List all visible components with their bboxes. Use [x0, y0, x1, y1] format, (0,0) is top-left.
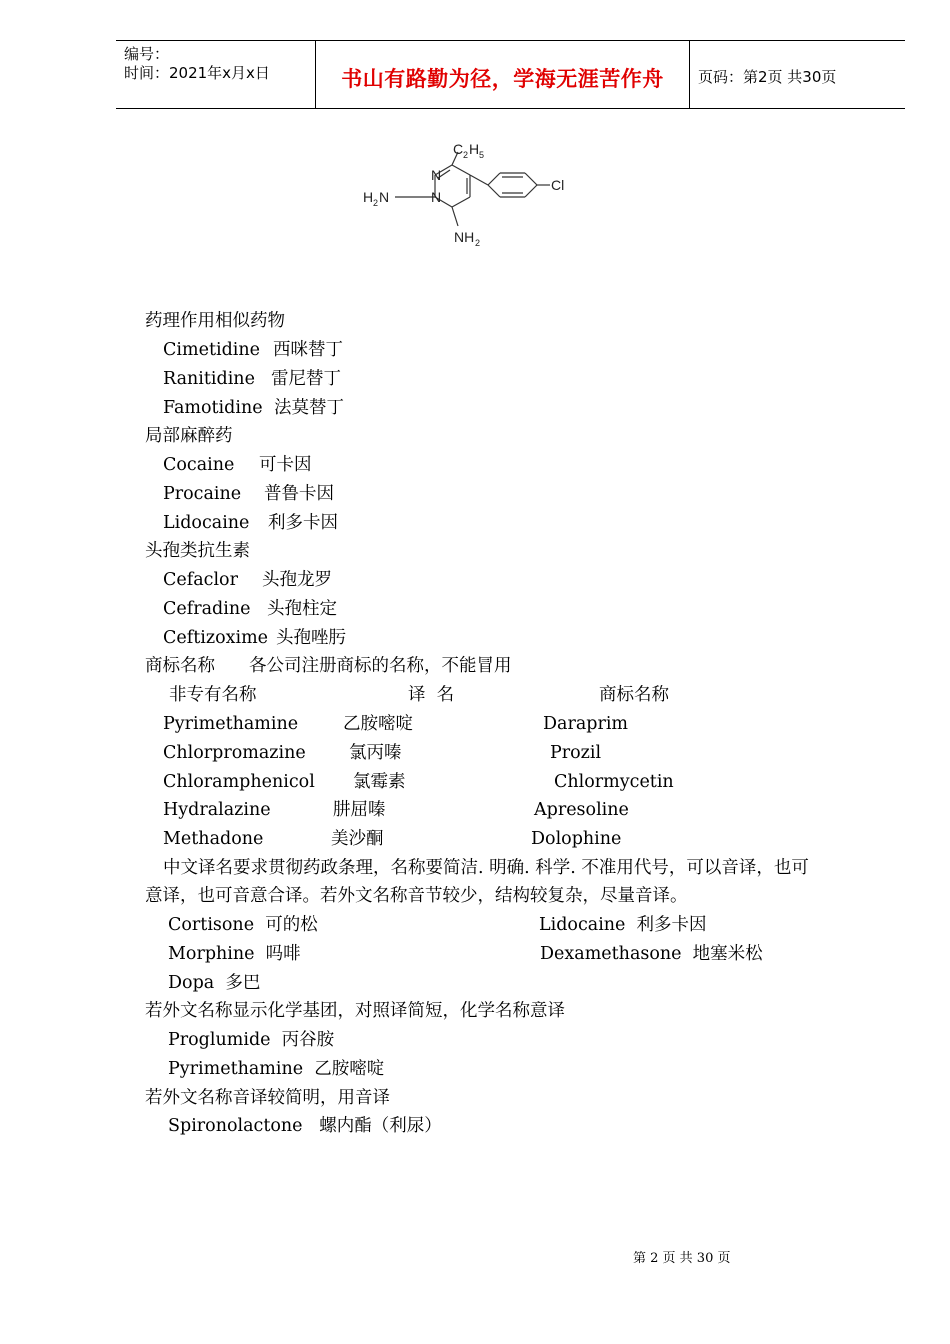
section4-heading: 商标名称: [145, 656, 215, 676]
example-left-1: Cortisone 可的松: [168, 915, 318, 935]
example-right-2: Dexamethasone 地塞米松: [540, 944, 763, 964]
paragraph-line-2: 意译，也可音意合译。若外文名称音节较少，结构较复杂，尽量音译。: [145, 886, 688, 906]
s1-item-cn-2: 雷尼替丁: [271, 369, 341, 389]
col-header-brand: 商标名称: [599, 685, 669, 705]
atom-n2: N: [431, 189, 442, 205]
section3-heading: 头孢类抗生素: [145, 541, 250, 561]
ethyl-c-sub: 2: [463, 150, 469, 160]
s2-item-cn-1: 可卡因: [259, 455, 312, 475]
structure-svg: [355, 140, 585, 255]
table-row-3-generic: Chloramphenicol: [163, 772, 315, 792]
ethyl-c: C: [453, 141, 464, 157]
col-header-translation: 译 名: [408, 685, 455, 705]
amine-bottom-sub: 2: [475, 238, 481, 248]
table-row-4-brand: Apresoline: [534, 800, 629, 820]
page-label: 页码：第2页 共30页: [698, 68, 837, 86]
s2-item-cn-3: 利多卡因: [268, 513, 338, 533]
paragraph-line-1: 中文译名要求贯彻药政条理，名称要简洁. 明确. 科学. 不准用代号，可以音译，也可: [163, 858, 809, 878]
ethyl-h-sub: 5: [479, 150, 485, 160]
ethyl-h: H: [469, 141, 480, 157]
table-row-1-cn: 乙胺嘧啶: [343, 714, 413, 734]
s3-item-en-2: Cefradine: [163, 599, 251, 619]
section1-heading: 药理作用相似药物: [145, 311, 285, 331]
structure-bonds: [395, 152, 550, 226]
section6-heading: 若外文名称音译较简明，用音译: [145, 1088, 390, 1108]
s5-item-2: Pyrimethamine 乙胺嘧啶: [168, 1059, 385, 1079]
example-right-1: Lidocaine 利多卡因: [539, 915, 707, 935]
table-row-1-brand: Daraprim: [543, 714, 629, 734]
section5-heading: 若外文名称显示化学基团，对照译简短，化学名称意译: [145, 1001, 565, 1021]
s3-item-cn-1: 头孢龙罗: [262, 570, 332, 590]
amine-left-h: H: [363, 189, 374, 205]
s2-item-cn-2: 普鲁卡因: [264, 484, 334, 504]
table-row-2-generic: Chlorpromazine: [163, 743, 306, 763]
page-footer: 第 2 页 共 30 页: [633, 1251, 731, 1266]
atom-n1: N: [431, 167, 442, 183]
number-label: 编号：: [124, 45, 170, 63]
s6-item-1: Spironolactone 螺内酯（利尿）: [168, 1116, 442, 1136]
table-row-5-generic: Methadone: [163, 829, 264, 849]
s3-item-cn-2: 头孢柱定: [267, 599, 337, 619]
table-row-4-generic: Hydralazine: [163, 800, 271, 820]
s3-item-en-3: Ceftizoxime: [163, 628, 269, 648]
example-left-3: Dopa 多巴: [168, 973, 261, 993]
chemical-structure: [355, 140, 585, 255]
page-header: [116, 40, 905, 109]
section4-note: 各公司注册商标的名称，不能冒用: [249, 656, 512, 676]
table-row-1-generic: Pyrimethamine: [163, 714, 299, 734]
col-header-generic: 非专有名称: [169, 685, 257, 705]
example-left-2: Morphine 吗啡: [168, 944, 301, 964]
table-row-2-brand: Prozil: [550, 743, 602, 763]
section2-heading: 局部麻醉药: [145, 426, 233, 446]
s1-item-en-1: Cimetidine: [163, 340, 260, 360]
table-row-2-cn: 氯丙嗪: [349, 743, 402, 763]
s1-item-cn-1: 西咪替丁: [273, 340, 343, 360]
motto: 书山有路勤为径，学海无涯苦作舟: [341, 67, 664, 91]
s5-item-1: Proglumide 丙谷胺: [168, 1030, 335, 1050]
s2-item-en-2: Procaine: [163, 484, 242, 504]
table-row-5-brand: Dolophine: [531, 829, 622, 849]
header-page-cell: [690, 41, 905, 108]
s2-item-en-1: Cocaine: [163, 455, 235, 475]
s3-item-en-1: Cefaclor: [163, 570, 238, 590]
header-meta-cell: [116, 41, 316, 108]
date-label: 时间：2021年x月x日: [124, 64, 270, 82]
table-row-4-cn: 肼屈嗪: [333, 800, 386, 820]
amine-left-n: N: [379, 189, 390, 205]
s1-item-cn-3: 法莫替丁: [274, 398, 344, 418]
table-row-3-cn: 氯霉素: [353, 772, 406, 792]
amine-left-sub: 2: [373, 198, 379, 208]
table-row-3-brand: Chlormycetin: [554, 772, 674, 792]
s2-item-en-3: Lidocaine: [163, 513, 250, 533]
table-row-5-cn: 美沙酮: [331, 829, 384, 849]
s1-item-en-3: Famotidine: [163, 398, 263, 418]
header-motto-cell: [316, 41, 690, 108]
chloro: Cl: [551, 177, 565, 193]
amine-bottom: NH: [454, 229, 475, 245]
s3-item-cn-3: 头孢唑肟: [276, 628, 346, 648]
s1-item-en-2: Ranitidine: [163, 369, 255, 389]
